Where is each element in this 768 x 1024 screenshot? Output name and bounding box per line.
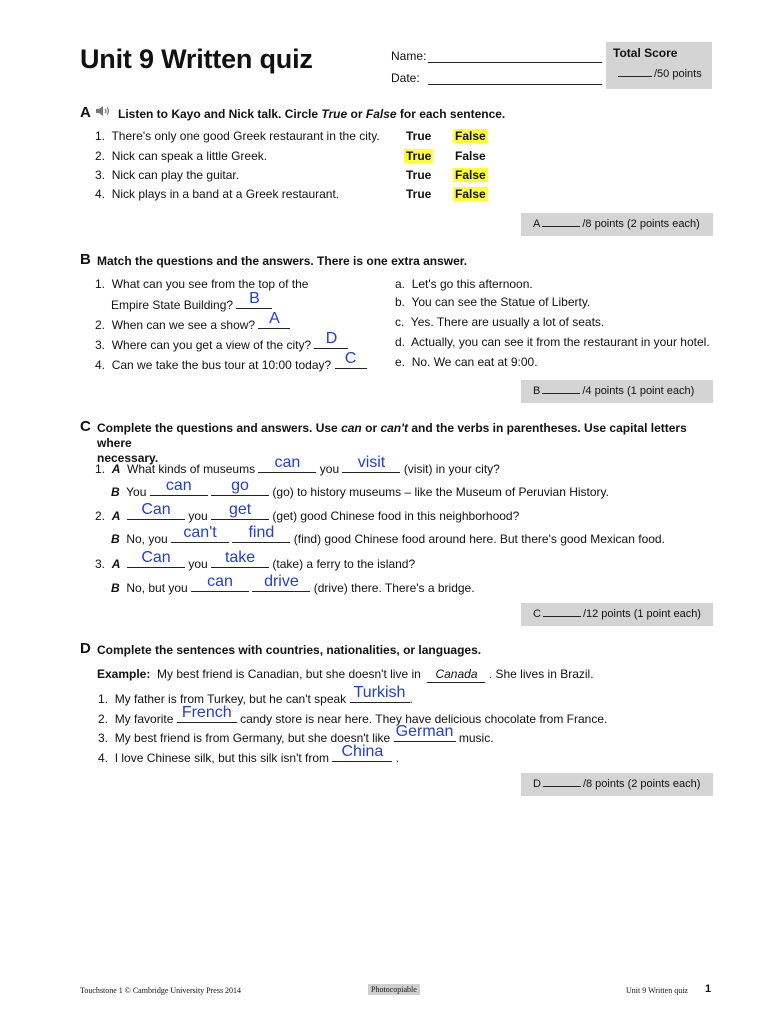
list-item [98,704,608,727]
item-number: 2. [95,149,106,163]
handwritten-answer: take [224,549,256,566]
true-option[interactable]: True [406,129,432,143]
section-a-heading [80,104,111,122]
false-option-selected[interactable]: False [455,168,486,182]
true-option-selected[interactable]: True [406,149,432,163]
answer-option [395,314,604,330]
example-sentence [97,666,594,683]
score-blank[interactable] [542,383,580,394]
handwritten-answer: D [325,330,338,347]
handwritten-answer: A [269,310,280,327]
section-b-score-box [521,380,713,403]
item-text: . [395,751,400,765]
item-number: 1. [95,277,106,291]
item-text: When can we see a show? [111,318,256,332]
item-text: What can you see from the top of the [111,277,309,291]
item-text: Nick plays in a band at a Greek restaurant. [111,187,340,201]
item-text: you [319,462,340,476]
item-number: 4. [98,751,109,765]
score-blank[interactable] [542,216,580,227]
item-number: 3. [95,557,106,571]
item-text: No, but you [126,581,188,595]
page-number: 1 [705,983,712,995]
quiz-title: Unit 9 Written quiz [80,44,313,74]
answer-blank[interactable] [191,573,249,592]
handwritten-answer: drive [264,573,299,590]
item-number: 4. [95,187,106,201]
handwritten-answer: get [228,501,252,518]
section-c-letter: C [80,418,91,435]
list-item [95,310,290,333]
handwritten-answer: can [165,477,192,494]
answer-option [395,294,590,310]
total-score-points [618,68,702,80]
option-letter: a. [395,277,406,291]
true-option[interactable]: True [406,168,432,182]
answer-blank[interactable] [211,549,269,568]
list-item [111,573,475,596]
total-score-box [606,42,712,89]
handwritten-answer: can [274,454,301,471]
list-item [98,723,494,746]
list-item [111,290,272,313]
item-number: 3. [95,338,106,352]
answer-blank[interactable] [252,573,310,592]
answer-blank[interactable] [394,723,456,742]
list-item [95,501,520,524]
answer-blank[interactable] [232,524,290,543]
instruction-text: necessary. [97,451,159,465]
item-text: My favorite [114,712,174,726]
item-number: 4. [95,358,106,372]
section-b-instruction: Match the questions and the answers. There is one extra answer. [97,254,468,268]
option-text: Let's go this afternoon. [411,277,533,291]
item-number: 3. [95,168,106,182]
list-item [95,148,267,164]
item-text: candy store is near here. They have delicious chocolate from France. [240,712,608,726]
total-points-text: /50 points [654,68,702,80]
option-letter: b. [395,295,406,309]
speaker-label: A [111,462,121,476]
handwritten-answer: German [395,723,454,740]
item-text: Can we take the bus tour at 10:00 today? [111,358,332,372]
item-number: 1. [98,692,109,706]
speaker-label: B [111,485,120,499]
item-text: My father is from Turkey, but he can't speak [114,692,347,706]
date-label: Date: [391,71,420,85]
item-text: (go) to history museums – like the Museum of Peruvian History. [272,485,609,499]
list-item [95,454,500,477]
option-text: Actually, you can see it from the restaurant in your hotel. [411,335,710,349]
example-answer: Canada [427,666,485,683]
section-a-score-box [521,213,713,236]
option-letter: c. [395,315,405,329]
speaker-label: B [111,532,120,546]
item-text: My best friend is from Germany, but she doesn't like [114,731,391,745]
list-item [95,350,367,373]
list-item [95,167,239,183]
score-prefix: B [533,385,541,397]
answer-blank[interactable] [127,501,185,520]
item-number: 1. [95,462,106,476]
item-text: There's only one good Greek restaurant in the city. [111,129,380,143]
option-text: You can see the Statue of Liberty. [411,295,591,309]
item-text: (drive) there. There's a bridge. [313,581,475,595]
item-text: Where can you get a view of the city? [111,338,312,352]
item-text: music. [458,731,494,745]
answer-blank[interactable] [350,684,410,703]
list-item [95,549,416,572]
section-d-instruction: Complete the sentences with countries, nationalities, or languages. [97,643,482,657]
answer-blank[interactable] [211,477,269,496]
false-option-selected[interactable]: False [455,187,486,201]
option-text: No. We can eat at 9:00. [411,355,538,369]
date-field-line[interactable] [428,84,602,85]
handwritten-answer: French [181,704,232,721]
handwritten-answer: Can [141,549,171,566]
list-item [111,524,665,547]
item-text: (visit) in your city? [403,462,500,476]
item-text: you [188,509,208,523]
option-letter: d. [395,335,406,349]
answer-blank[interactable] [127,549,185,568]
answer-blank[interactable] [177,704,237,723]
photocopiable-badge: Photocopiable [368,984,420,995]
score-suffix: /8 points (2 points each) [582,778,701,790]
score-prefix: A [533,218,541,230]
section-c-score-box [521,603,713,626]
score-suffix: /12 points (1 point each) [582,608,701,620]
answer-blank[interactable] [211,501,269,520]
list-item [95,330,348,353]
handwritten-answer: C [344,350,357,367]
item-text: Nick can play the guitar. [111,168,240,182]
answer-blank[interactable] [335,350,367,369]
answer-option [395,276,533,292]
answer-blank[interactable] [171,524,229,543]
score-prefix: D [533,778,541,790]
section-a-letter: A [80,104,91,122]
item-text: No, you [126,532,168,546]
answer-blank[interactable] [150,477,208,496]
name-label: Name: [391,49,427,63]
section-d-letter: D [80,640,91,657]
instruction-text: Complete the questions and answers. Use [97,421,338,435]
audio-speaker-icon[interactable] [95,104,111,122]
item-text: You [126,485,147,499]
speaker-label: B [111,581,120,595]
section-b-letter: B [80,251,91,268]
answer-blank[interactable] [258,454,316,473]
score-suffix: /4 points (1 point each) [582,385,695,397]
score-blank[interactable] [543,776,581,787]
handwritten-answer: B [249,290,260,307]
false-option-selected[interactable]: False [455,129,486,143]
item-number: 2. [95,509,106,523]
speaker-label: A [111,509,121,523]
option-text: Yes. There are usually a lot of seats. [410,315,605,329]
score-blank[interactable] [543,606,581,617]
copyright-footer: Touchstone 1 © Cambridge University Press 2014 [80,986,242,995]
example-label: Example: [97,667,151,681]
instruction-text: and the verbs in parentheses. Use capital letters where [97,421,687,450]
score-suffix: /8 points (2 points each) [582,218,700,230]
answer-blank[interactable] [314,330,348,349]
handwritten-answer: Turkish [353,684,406,701]
item-text: I love Chinese silk, but this silk isn't from [114,751,330,765]
list-item [95,128,380,144]
handwritten-answer: go [231,477,249,494]
answer-blank[interactable] [236,290,272,309]
handwritten-answer: China [341,743,384,760]
item-text: (take) a ferry to the island? [272,557,416,571]
item-number: 1. [95,129,106,143]
list-item [98,684,413,707]
item-text: (get) good Chinese food in this neighborhood? [272,509,520,523]
list-item [98,743,400,766]
speaker-label: A [111,557,121,571]
item-text: . [409,692,413,706]
answer-blank[interactable] [332,743,392,762]
handwritten-answer: can't [183,524,217,541]
total-score-blank[interactable] [618,76,652,77]
list-item [95,186,339,202]
item-number: 2. [98,712,109,726]
item-text: . She lives in Brazil. [488,667,594,681]
item-number: 2. [95,318,106,332]
false-option[interactable]: False [455,149,486,163]
answer-option [395,334,710,350]
item-text: you [188,557,208,571]
handwritten-answer: find [248,524,275,541]
handwritten-answer: Can [141,501,171,518]
item-text: What kinds of museums [127,462,256,476]
handwritten-answer: can [207,573,233,590]
item-text: Empire State Building? [111,298,234,312]
score-prefix: C [533,608,541,620]
instruction-word: can [341,421,362,435]
item-text: (find) good Chinese food around here. But there's good Mexican food. [293,532,665,546]
list-item [95,276,308,292]
list-item [111,477,609,500]
section-d-score-box [521,773,713,796]
footer-title: Unit 9 Written quiz [626,986,688,995]
name-field-line[interactable] [428,62,602,63]
instruction-word: can't [380,421,408,435]
section-a-instruction: Listen to Kayo and Nick talk. Circle True or False for each sentence. [118,107,506,121]
handwritten-answer: visit [357,454,386,471]
answer-blank[interactable] [342,454,400,473]
item-text: Nick can speak a little Greek. [111,149,268,163]
true-option[interactable]: True [406,187,432,201]
item-text: My best friend is Canadian, but she doesn't live in [157,667,421,681]
answer-blank[interactable] [258,310,290,329]
instruction-text: or [365,421,378,435]
item-number: 3. [98,731,109,745]
answer-option [395,354,538,370]
total-score-label: Total Score [613,46,678,60]
option-letter: e. [395,355,406,369]
